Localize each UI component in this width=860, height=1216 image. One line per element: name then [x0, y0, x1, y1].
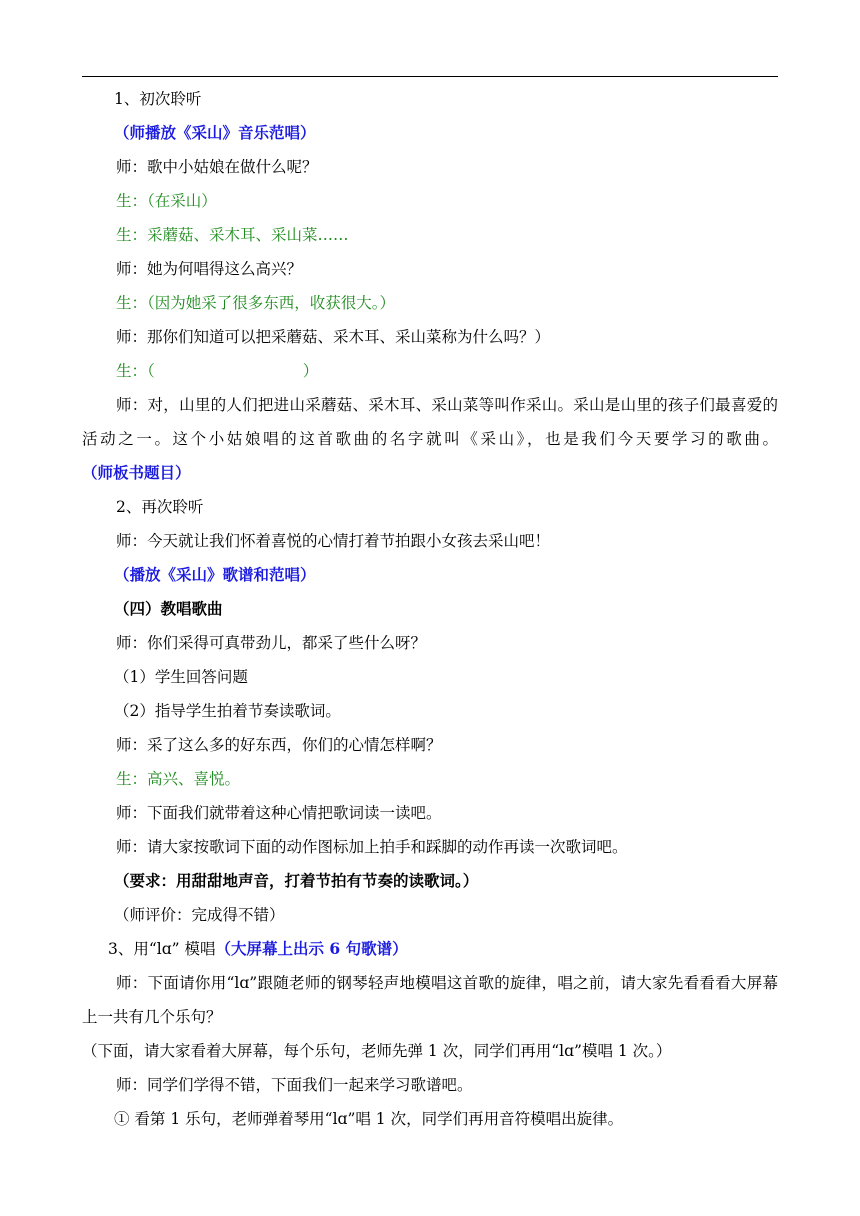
section-heading-second-listen: 2、再次聆听: [116, 498, 204, 516]
section-heading-first-listen: 1、初次聆听: [114, 90, 202, 108]
stage-direction: （师播放《采山》音乐范唱）: [114, 123, 316, 142]
step-line: ① 看第 1 乐句，老师弹着琴用“lɑ”唱 1 次，同学们再用音符模唱出旋律。: [114, 1110, 624, 1128]
student-blank-open: 生：（: [116, 362, 155, 380]
teacher-line: 师：她为何唱得这么高兴？: [116, 260, 303, 278]
section-heading-text: 3、用“lɑ” 模唱: [108, 940, 216, 958]
stage-direction: （师板书题目）: [82, 463, 191, 482]
step-line: （1）学生回答问题: [114, 668, 248, 686]
teacher-line: 师：那你们知道可以把采蘑菇、采木耳、采山菜称为什么吗？）: [116, 328, 551, 346]
teacher-line: 师：今天就让我们怀着喜悦的心情打着节拍跟小女孩去采山吧！: [116, 532, 551, 550]
header-rule: [82, 76, 778, 77]
student-line: 生：（因为她采了很多东西，收获很大。）: [116, 294, 396, 312]
student-line: 生：（在采山）: [116, 192, 217, 210]
section-heading-teach-song: （四）教唱歌曲: [114, 599, 223, 618]
student-line: 生：高兴、喜悦。: [116, 770, 241, 788]
requirement-note: （要求：用甜甜地声音，打着节拍有节奏的读歌词。）: [114, 871, 479, 890]
teacher-line: 师：采了这么多的好东西，你们的心情怎样啊？: [116, 736, 442, 754]
teacher-paragraph: [82, 388, 778, 490]
step-line: （2）指导学生拍着节奏读歌词。: [114, 702, 341, 720]
teacher-line: 师：请大家按歌词下面的动作图标加上拍手和踩脚的动作再读一次歌词吧。: [116, 838, 628, 856]
instruction-line: （下面，请大家看着大屏幕，每个乐句，老师先弹 1 次，同学们再用“lɑ”模唱 1 次。）: [82, 1042, 672, 1060]
evaluation-note: （师评价：完成得不错）: [114, 906, 285, 924]
stage-direction: （播放《采山》歌谱和范唱）: [114, 565, 316, 584]
teacher-paragraph: 师：下面请你用“lɑ”跟随老师的钢琴轻声地模唱这首歌的旋律，唱之前，请大家先看看看大屏幕上一共有几个乐句？: [82, 974, 778, 1026]
teacher-paragraph-text: 师：对，山里的人们把进山采蘑菇、采木耳、采山菜等叫作采山。采山是山里的孩子们最喜爱的活动之一。这个小姑娘唱的这首歌曲的名字就叫《采山》，也是我们今天要学习的歌曲。: [82, 396, 778, 448]
document-body: [82, 82, 778, 1136]
student-blank-close: ）: [302, 362, 319, 380]
teacher-line: 师：同学们学得不错，下面我们一起来学习歌谱吧。: [116, 1076, 473, 1094]
student-line: 生：采蘑菇、采木耳、采山菜……: [116, 226, 349, 244]
section-heading-la-humming: [82, 932, 778, 966]
teacher-line: 师：歌中小姑娘在做什么呢？: [116, 158, 318, 176]
teacher-line: 师：下面我们就带着这种心情把歌词读一读吧。: [116, 804, 442, 822]
student-blank-line: [82, 354, 778, 388]
teacher-line: 师：你们采得可真带劲儿，都采了些什么呀？: [116, 634, 427, 652]
stage-direction: （大屏幕上出示 6 句歌谱）: [215, 939, 408, 958]
